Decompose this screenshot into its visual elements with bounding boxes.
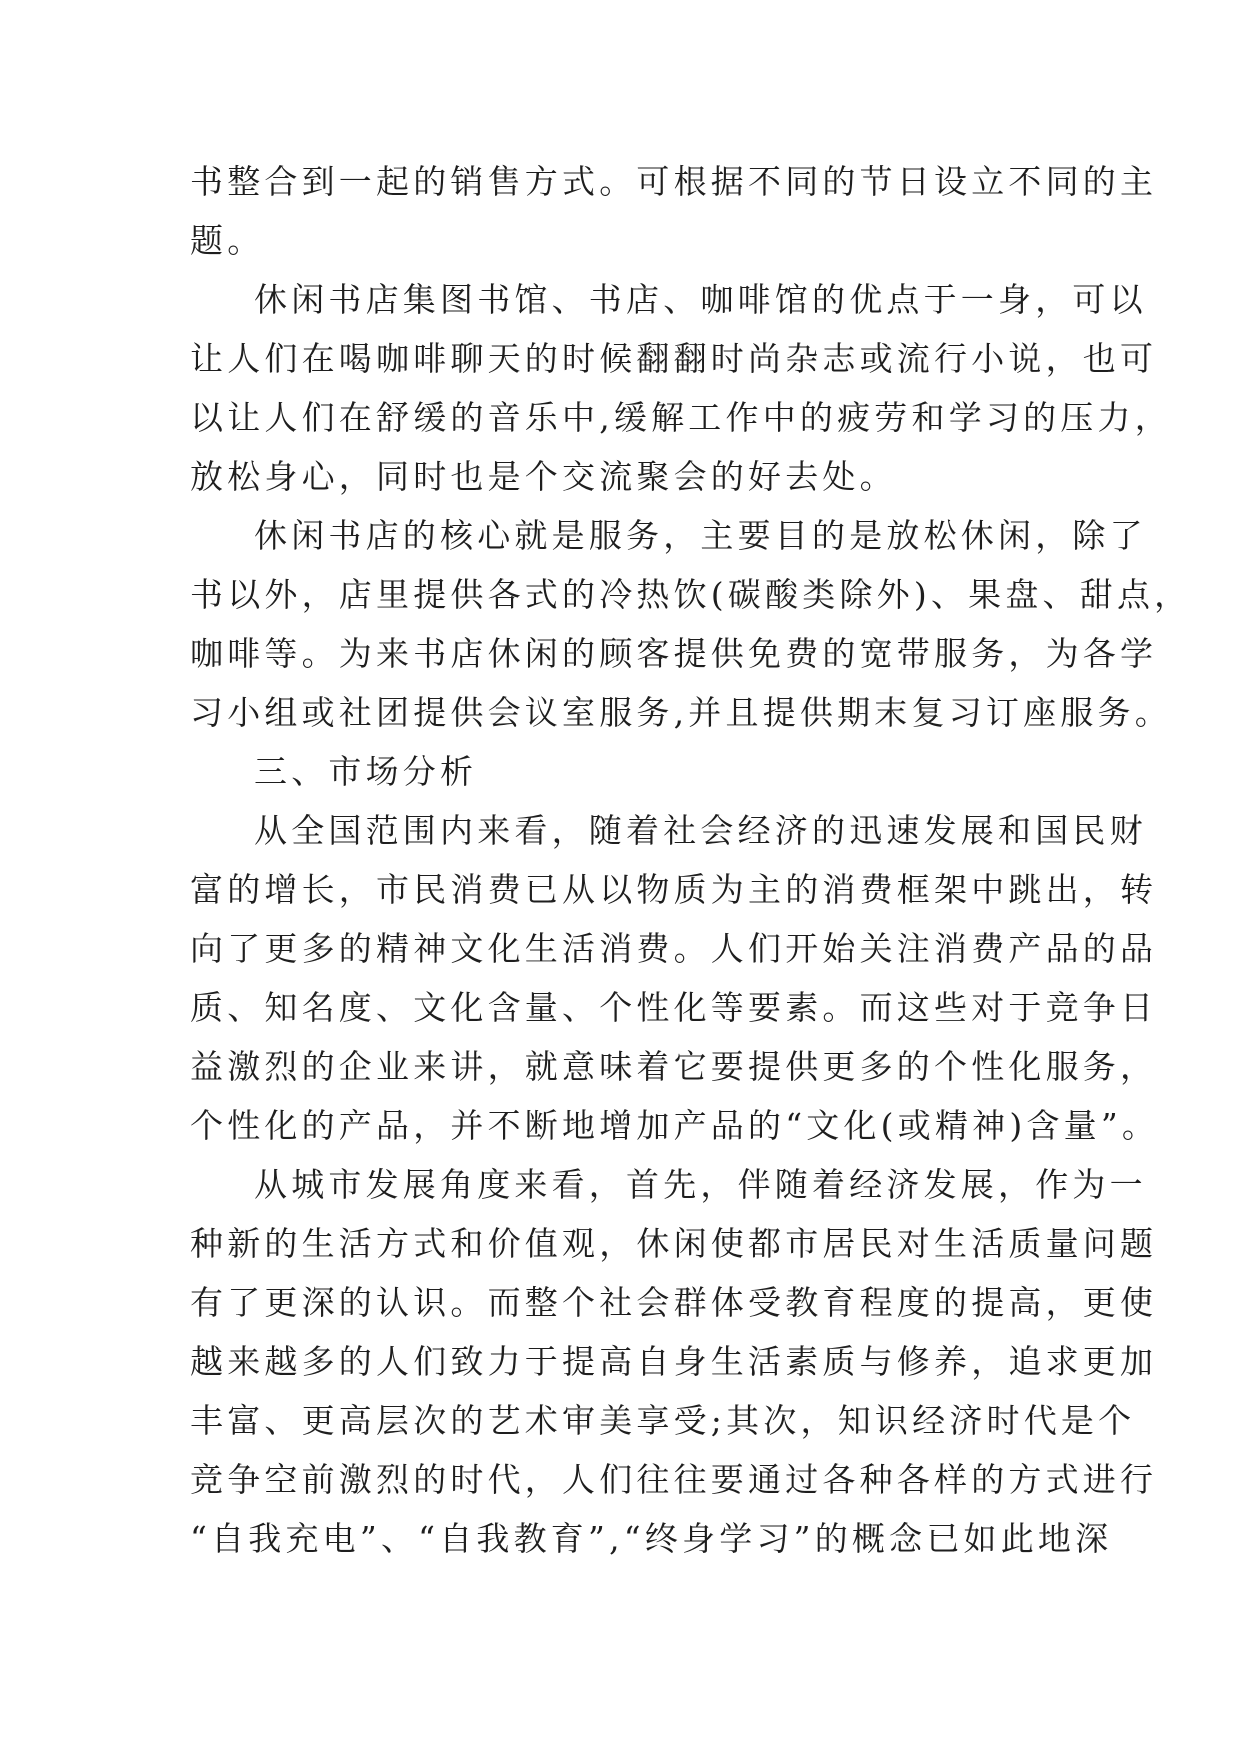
text-line: 题。: [190, 221, 265, 260]
text-line: 质、知名度、文化含量、个性化等要素。而这些对于竞争日: [190, 988, 1158, 1027]
text-line: 种新的生活方式和价值观，休闲使都市居民对生活质量问题: [190, 1224, 1158, 1263]
document-body: [190, 152, 1192, 1568]
text-line: 竞争空前激烈的时代，人们往往要通过各种各样的方式进行: [190, 1460, 1158, 1499]
text-line: 休闲书店集图书馆、书店、咖啡馆的优点于一身，可以: [254, 280, 1147, 319]
text-line: 丰富、更高层次的艺术审美享受;其次，知识经济时代是个: [190, 1401, 1136, 1440]
text-line: 从全国范围内来看，随着社会经济的迅速发展和国民财: [254, 811, 1147, 850]
text-line: 放松身心，同时也是个交流聚会的好去处。: [190, 457, 897, 496]
text-line: 咖啡等。为来书店休闲的顾客提供免费的宽带服务，为各学: [190, 634, 1158, 673]
text-line: 有了更深的认识。而整个社会群体受教育程度的提高，更使: [190, 1283, 1158, 1322]
text-line: “自我充电”、“自我教育”,“终身学习”的概念已如此地深: [190, 1519, 1113, 1558]
text-line: 向了更多的精神文化生活消费。人们开始关注消费产品的品: [190, 929, 1158, 968]
text-line: 个性化的产品，并不断地增加产品的“文化(或精神)含量”。: [190, 1106, 1160, 1145]
text-line: 习小组或社团提供会议室服务,并且提供期末复习订座服务。: [190, 693, 1172, 732]
text-line: 书整合到一起的销售方式。可根据不同的节日设立不同的主: [190, 162, 1158, 201]
text-line: 富的增长，市民消费已从以物质为主的消费框架中跳出，转: [190, 870, 1158, 909]
text-line: 以让人们在舒缓的音乐中,缓解工作中的疲劳和学习的压力，: [190, 398, 1172, 437]
text-line: 益激烈的企业来讲，就意味着它要提供更多的个性化服务，: [190, 1047, 1158, 1086]
text-line: 休闲书店的核心就是服务，主要目的是放松休闲，除了: [254, 516, 1147, 555]
text-line: 让人们在喝咖啡聊天的时候翻翻时尚杂志或流行小说，也可: [190, 339, 1158, 378]
text-line: 书以外，店里提供各式的冷热饮(碳酸类除外)、果盘、甜点，: [190, 575, 1192, 614]
text-line: 越来越多的人们致力于提高自身生活素质与修养，追求更加: [190, 1342, 1158, 1381]
section-heading: 三、市场分析: [254, 752, 478, 791]
text-line: 从城市发展角度来看，首先，伴随着经济发展，作为一: [254, 1165, 1147, 1204]
